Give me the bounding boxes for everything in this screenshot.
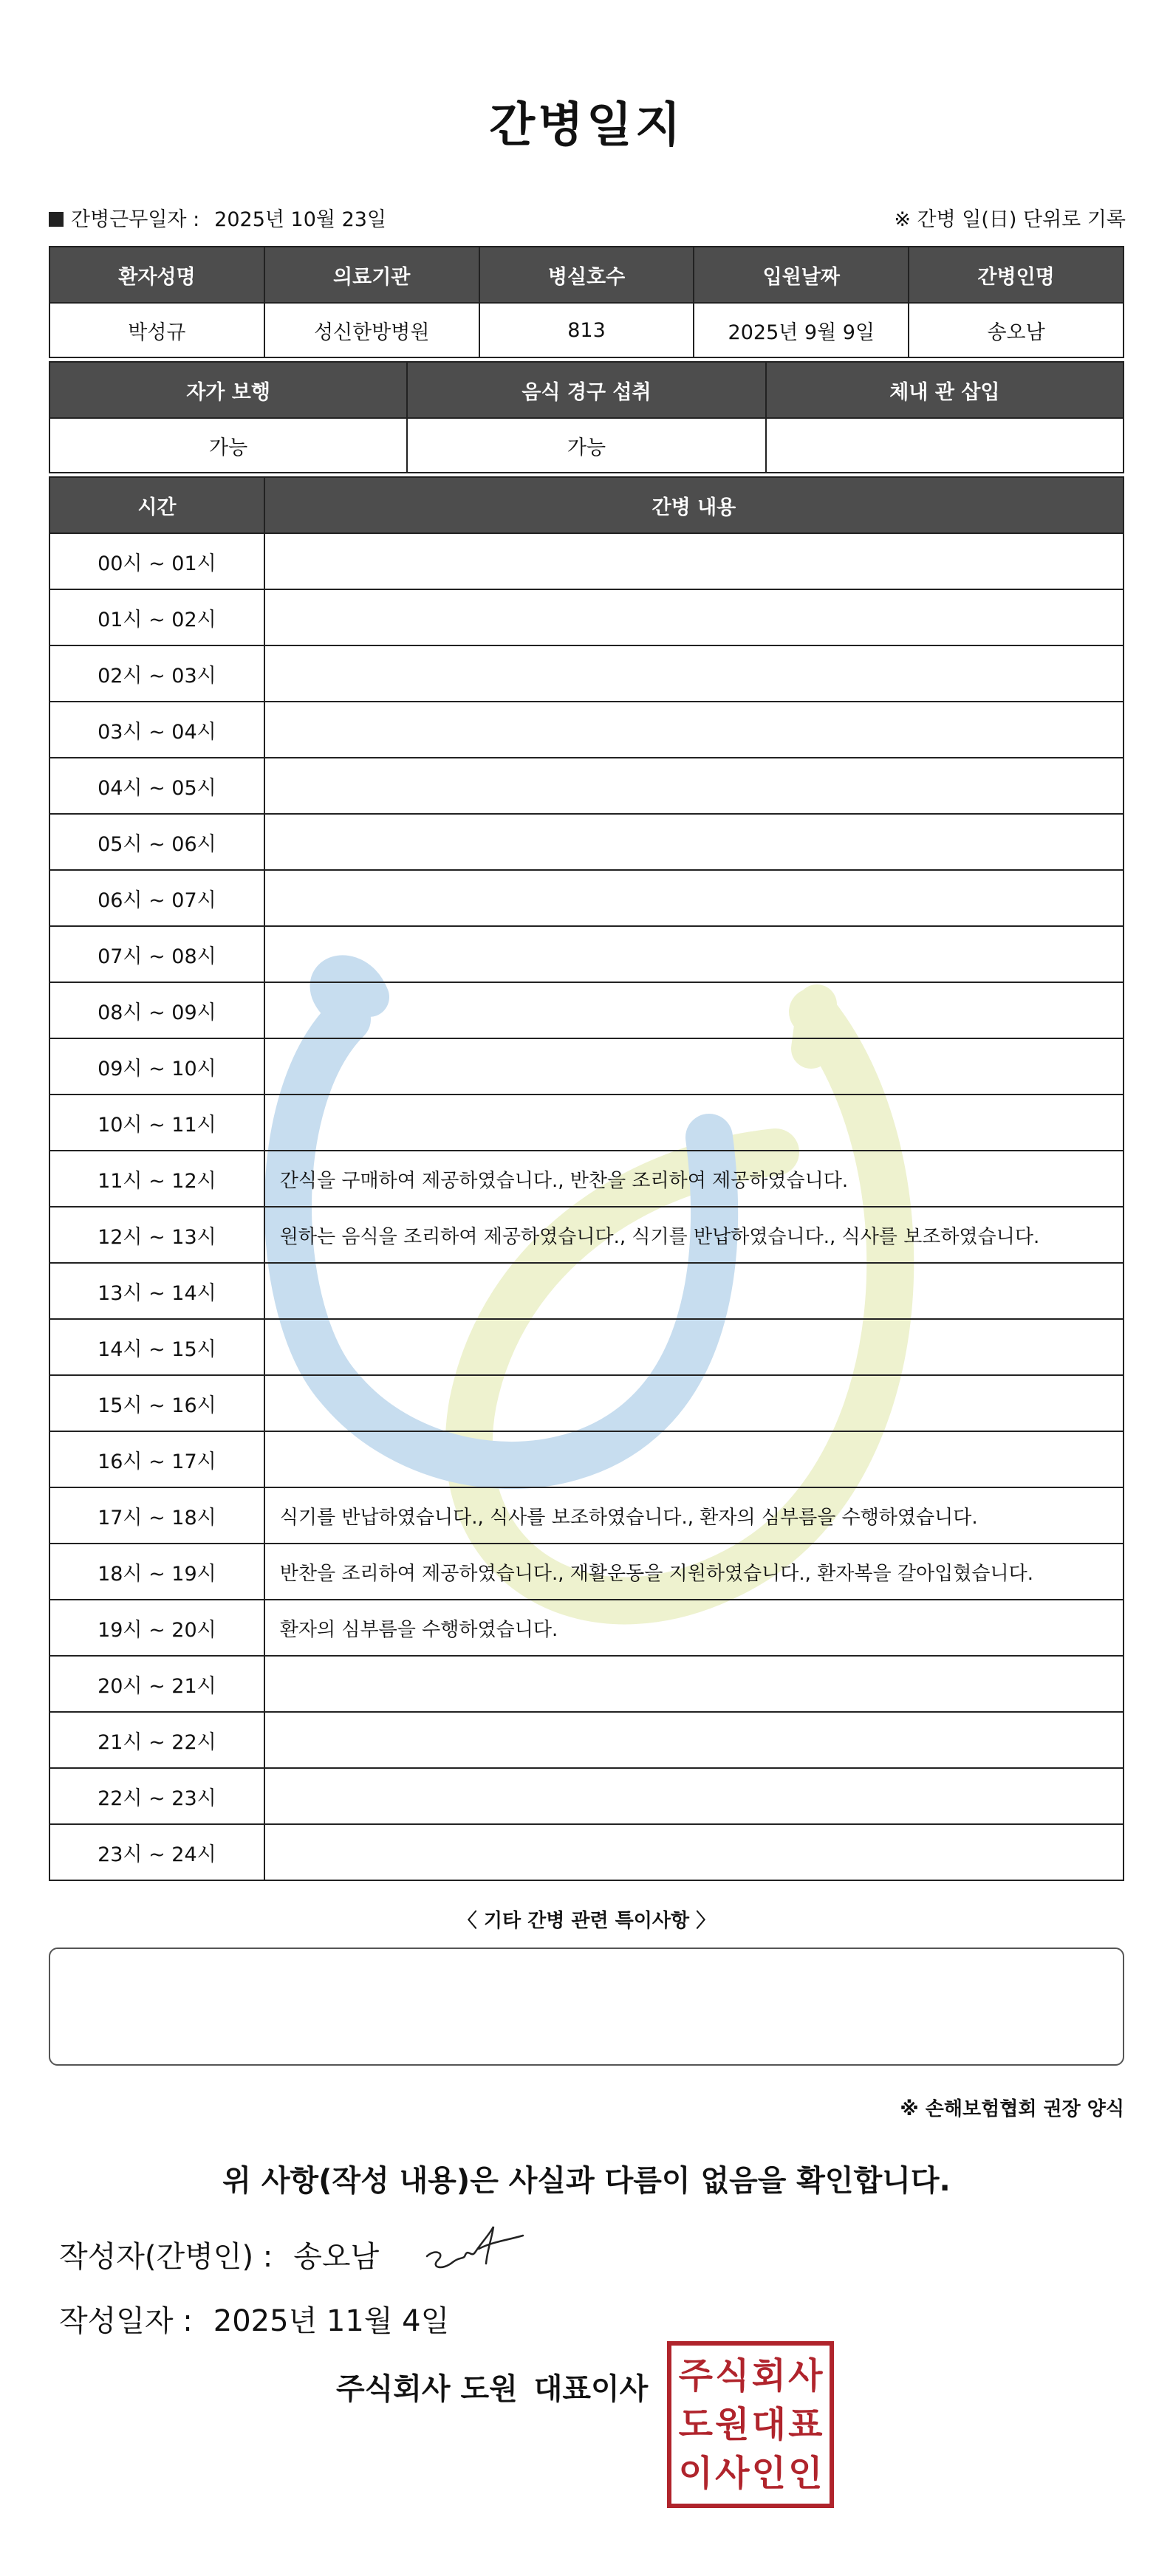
- written-date-label: 작성일자 :: [59, 2304, 193, 2338]
- header-patient-name: 환자성명: [49, 247, 264, 303]
- care-content: [264, 1095, 1124, 1151]
- written-date-value: 2025년 11월 4일: [213, 2304, 450, 2338]
- table-row: [49, 702, 1124, 758]
- table-row: [49, 1431, 1124, 1487]
- time-slot: 06시 ~ 07시: [49, 870, 264, 926]
- time-slot: 11시 ~ 12시: [49, 1151, 264, 1207]
- table-row: [49, 1656, 1124, 1712]
- header-oral-intake: 음식 경구 섭취: [407, 362, 766, 418]
- time-slot: 16시 ~ 17시: [49, 1431, 264, 1487]
- table-row: [49, 1768, 1124, 1824]
- time-slot: 00시 ~ 01시: [49, 533, 264, 589]
- time-slot: 17시 ~ 18시: [49, 1487, 264, 1544]
- table-row: [49, 1600, 1124, 1656]
- tube-insertion-value: [766, 418, 1124, 473]
- header-time: 시간: [49, 477, 264, 533]
- table-row: [49, 1824, 1124, 1880]
- care-content: [264, 1263, 1124, 1319]
- care-content: [264, 926, 1124, 982]
- seal-character: 표: [788, 2404, 823, 2445]
- seal-characters: [677, 2351, 824, 2498]
- care-content: [264, 533, 1124, 589]
- time-slot: 13시 ~ 14시: [49, 1263, 264, 1319]
- table-row: [49, 982, 1124, 1038]
- table-row: [49, 870, 1124, 926]
- seal-character: 주: [678, 2355, 713, 2397]
- table-row: [49, 758, 1124, 814]
- care-content: [264, 982, 1124, 1038]
- special-notes-label: 〈 기타 간병 관련 특이사항 〉: [457, 1910, 716, 1932]
- admission-date: 2025년 9월 9일: [694, 303, 909, 357]
- care-content: [264, 870, 1124, 926]
- care-content: [264, 1319, 1124, 1375]
- table-row: [49, 1095, 1124, 1151]
- work-date-value: 2025년 10월 23일: [214, 208, 387, 231]
- care-content: [264, 702, 1124, 758]
- handwritten-signature: [420, 2219, 538, 2278]
- unit-note: ※ 간병 일(日) 단위로 기록: [894, 208, 1126, 231]
- time-slot: 22시 ~ 23시: [49, 1768, 264, 1824]
- header-self-walking: 자가 보행: [49, 362, 407, 418]
- time-slot: 19시 ~ 20시: [49, 1600, 264, 1656]
- oral-intake-value: 가능: [407, 418, 766, 473]
- care-content: [264, 645, 1124, 702]
- ceo-title: 대표이사: [533, 2372, 649, 2406]
- time-slot: 12시 ~ 13시: [49, 1207, 264, 1263]
- schedule-rows: [49, 533, 1124, 1880]
- time-slot: 02시 ~ 03시: [49, 645, 264, 702]
- seal-character: 식: [715, 2355, 750, 2397]
- seal-character: 사: [788, 2355, 823, 2397]
- time-slot: 14시 ~ 15시: [49, 1319, 264, 1375]
- table-row: [49, 1487, 1124, 1544]
- header-care-content: 간병 내용: [264, 477, 1124, 533]
- writer-label: 작성자(간병인) :: [59, 2240, 273, 2274]
- care-content: 원하는 음식을 조리하여 제공하였습니다., 식기를 반납하였습니다., 식사를 보조하였습니다.: [264, 1207, 1124, 1263]
- care-content: [264, 758, 1124, 814]
- seal-character: 인: [788, 2453, 823, 2494]
- time-slot: 03시 ~ 04시: [49, 702, 264, 758]
- time-slot: 05시 ~ 06시: [49, 814, 264, 870]
- work-date-row: [49, 203, 386, 232]
- table-row: [49, 814, 1124, 870]
- time-slot: 01시 ~ 02시: [49, 589, 264, 645]
- self-walking-value: 가능: [49, 418, 407, 473]
- care-schedule-table: [49, 476, 1124, 1881]
- company-seal: [667, 2341, 834, 2508]
- patient-name: 박성규: [49, 303, 264, 357]
- time-slot: 10시 ~ 11시: [49, 1095, 264, 1151]
- care-content: [264, 1824, 1124, 1880]
- care-content: [264, 1038, 1124, 1095]
- time-slot: 23시 ~ 24시: [49, 1824, 264, 1880]
- written-date-row: [59, 2298, 449, 2340]
- care-content: [264, 1712, 1124, 1768]
- patient-status-table: [49, 361, 1124, 473]
- time-slot: 15시 ~ 16시: [49, 1375, 264, 1431]
- room-number: 813: [479, 303, 694, 357]
- seal-character: 대: [751, 2404, 786, 2445]
- table-row: [49, 926, 1124, 982]
- header-admission-date: 입원날짜: [694, 247, 909, 303]
- header-tube-insertion: 체내 관 삽입: [766, 362, 1124, 418]
- writer-row: [59, 2233, 379, 2275]
- care-content: 간식을 구매하여 제공하였습니다., 반찬을 조리하여 제공하였습니다.: [264, 1151, 1124, 1207]
- time-slot: 09시 ~ 10시: [49, 1038, 264, 1095]
- patient-info-table: [49, 246, 1124, 358]
- care-content: [264, 814, 1124, 870]
- care-content: [264, 1768, 1124, 1824]
- header-room: 병실호수: [479, 247, 694, 303]
- writer-name: 송오남: [293, 2240, 380, 2274]
- table-row: [49, 1263, 1124, 1319]
- seal-character: 이: [678, 2453, 713, 2494]
- time-slot: 07시 ~ 08시: [49, 926, 264, 982]
- time-slot: 04시 ~ 05시: [49, 758, 264, 814]
- seal-character: 사: [715, 2453, 750, 2494]
- time-slot: 21시 ~ 22시: [49, 1712, 264, 1768]
- time-slot: 08시 ~ 09시: [49, 982, 264, 1038]
- table-row: [49, 1375, 1124, 1431]
- confirmation-statement: 위 사항(작성 내용)은 사실과 다름이 없음을 확인합니다.: [222, 2164, 951, 2198]
- care-content: 반찬을 조리하여 제공하였습니다., 재활운동을 지원하였습니다., 환자복을 갈아입혔습니다.: [264, 1544, 1124, 1600]
- company-signature-line: [336, 2366, 648, 2408]
- hospital-name: 성신한방병원: [264, 303, 479, 357]
- page-title: 간병일지: [489, 98, 684, 153]
- care-content: [264, 1375, 1124, 1431]
- seal-character: 도: [678, 2404, 713, 2445]
- time-slot: 20시 ~ 21시: [49, 1656, 264, 1712]
- time-slot: 18시 ~ 19시: [49, 1544, 264, 1600]
- table-row: [49, 533, 1124, 589]
- special-notes-box: [49, 1948, 1124, 2066]
- square-bullet-icon: [49, 212, 64, 227]
- seal-character: 인: [751, 2453, 786, 2494]
- table-row: [49, 645, 1124, 702]
- care-content: [264, 589, 1124, 645]
- seal-character: 회: [751, 2355, 786, 2397]
- recommended-form-notice: ※ 손해보험협회 권장 양식: [900, 2098, 1124, 2120]
- table-row: [49, 1038, 1124, 1095]
- care-content: [264, 1431, 1124, 1487]
- header-caregiver-name: 간병인명: [909, 247, 1124, 303]
- table-row: [49, 1712, 1124, 1768]
- header-hospital: 의료기관: [264, 247, 479, 303]
- table-row: [49, 1319, 1124, 1375]
- company-name: 주식회사 도원: [336, 2372, 518, 2406]
- table-row: [49, 1151, 1124, 1207]
- table-row: [49, 1207, 1124, 1263]
- work-date-label: 간병근무일자 :: [71, 208, 200, 231]
- caregiver-name: 송오남: [909, 303, 1124, 357]
- table-row: [49, 589, 1124, 645]
- care-content: [264, 1656, 1124, 1712]
- table-row: [49, 1544, 1124, 1600]
- care-content: 환자의 심부름을 수행하였습니다.: [264, 1600, 1124, 1656]
- care-content: 식기를 반납하였습니다., 식사를 보조하였습니다., 환자의 심부름을 수행하였습니다.: [264, 1487, 1124, 1544]
- seal-character: 원: [715, 2404, 750, 2445]
